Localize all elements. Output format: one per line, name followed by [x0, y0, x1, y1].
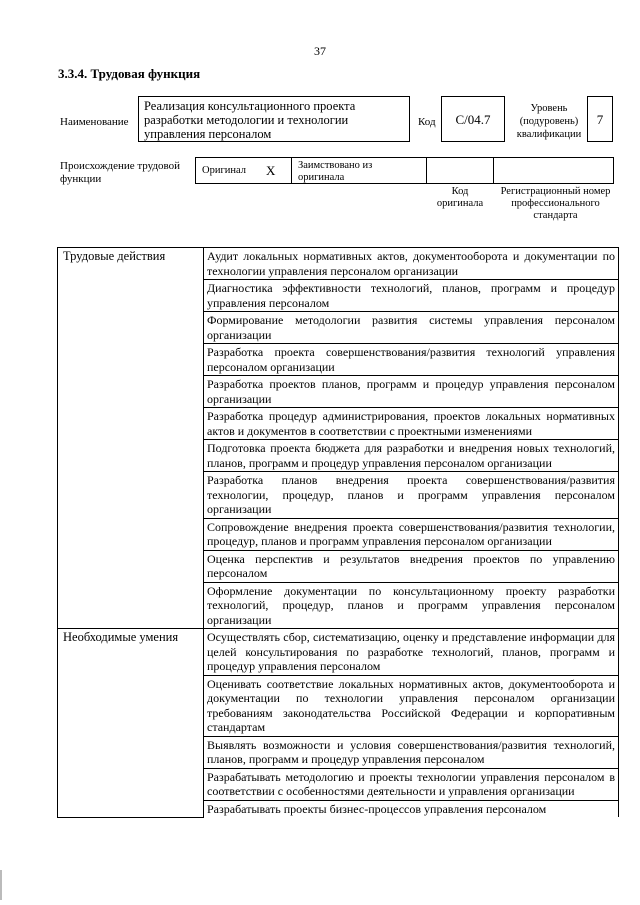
- table-cell-item: Разрабатывать проекты бизнес-процессов управления персоналом: [204, 800, 619, 817]
- name-value-box: [138, 96, 410, 142]
- code-value-box: [441, 96, 505, 142]
- table-cell-item: Разработка проекта совершенствования/развития технологий управления персоналом организации: [204, 344, 619, 376]
- table-cell-item: Оценивать соответствие локальных нормативных актов, документооборота и документации по технологии управления персоналом организации требованиям законодательства Российской Федерации и корпоративным стандартам: [204, 675, 619, 736]
- table-row: [58, 629, 619, 676]
- name-label: Наименование: [60, 116, 129, 128]
- functions-table: [57, 247, 619, 818]
- table-cell-item: Диагностика эффективности технологий, планов, программ и процедур управления персоналом: [204, 280, 619, 312]
- table-cell-item: Формирование методологии развития системы управления персоналом организации: [204, 312, 619, 344]
- code-label: Код: [418, 116, 436, 128]
- page-number: 37: [314, 44, 326, 58]
- code-value: C/04.7: [455, 112, 491, 127]
- borrowed-box: [291, 157, 427, 184]
- table-cell-item: Оформление документации по консультационному проекту разработки технологий, процедур, планов и программ управления персоналом организации: [204, 582, 619, 629]
- scan-edge-mark: [0, 870, 2, 900]
- table-cell-item: Осуществлять сбор, систематизацию, оценку и представление информации для целей консультирования по разработке технологий, планов, программ и процедур управления персоналом: [204, 629, 619, 676]
- group-title: Трудовые действия: [58, 248, 204, 629]
- group-title: Необходимые умения: [58, 629, 204, 818]
- table-cell-item: Разработка процедур администрирования, проектов локальных нормативных актов и документов в соответствии с проектными изменениями: [204, 408, 619, 440]
- code-caption: Код оригинала: [436, 186, 484, 209]
- original-box: [195, 157, 292, 184]
- original-mark: X: [266, 163, 276, 178]
- table-cell-item: Выявлять возможности и условия совершенствования/развития технологий, планов, программ и процедур управления персоналом: [204, 736, 619, 768]
- original-code-box: [426, 157, 494, 184]
- table-cell-item: Оценка перспектив и результатов внедрения проектов по управлению персоналом: [204, 550, 619, 582]
- original-label: Оригинал: [202, 165, 246, 176]
- section-title: 3.3.4. Трудовая функция: [58, 66, 201, 81]
- borrowed-label: Заимствовано из оригинала: [298, 160, 373, 183]
- table-row: [58, 248, 619, 280]
- origin-label: Происхождение трудовой функции: [60, 160, 181, 185]
- level-value-box: [587, 96, 613, 142]
- reg-number-box: [493, 157, 614, 184]
- table-cell-item: Сопровождение внедрения проекта совершенствования/развития технологии, процедур, планов и программ управления персоналом организации: [204, 518, 619, 550]
- reg-caption: Регистрационный номер профессионального стандарта: [500, 186, 611, 221]
- level-value: 7: [596, 112, 604, 127]
- table-cell-item: Подготовка проекта бюджета для разработки и внедрения новых технологий, планов, программ и процедур управления персоналом организации: [204, 440, 619, 472]
- table-cell-item: Разрабатывать методологию и проекты технологии управления персоналом в соответствии с особенностями деятельности и управления организации: [204, 768, 619, 800]
- level-label: Уровень (подуровень) квалификации: [516, 103, 582, 140]
- table-cell-item: Аудит локальных нормативных актов, документооборота и документации по технологии управления персоналом организации: [204, 248, 619, 280]
- table-cell-item: Разработка планов внедрения проекта совершенствования/развития технологии, процедур, планов и программ управления персоналом организации: [204, 472, 619, 519]
- table-cell-item: Разработка проектов планов, программ и процедур управления персоналом организации: [204, 376, 619, 408]
- name-value: Реализация консультационного проекта разработки методологии и технологии управления персоналом: [144, 99, 356, 141]
